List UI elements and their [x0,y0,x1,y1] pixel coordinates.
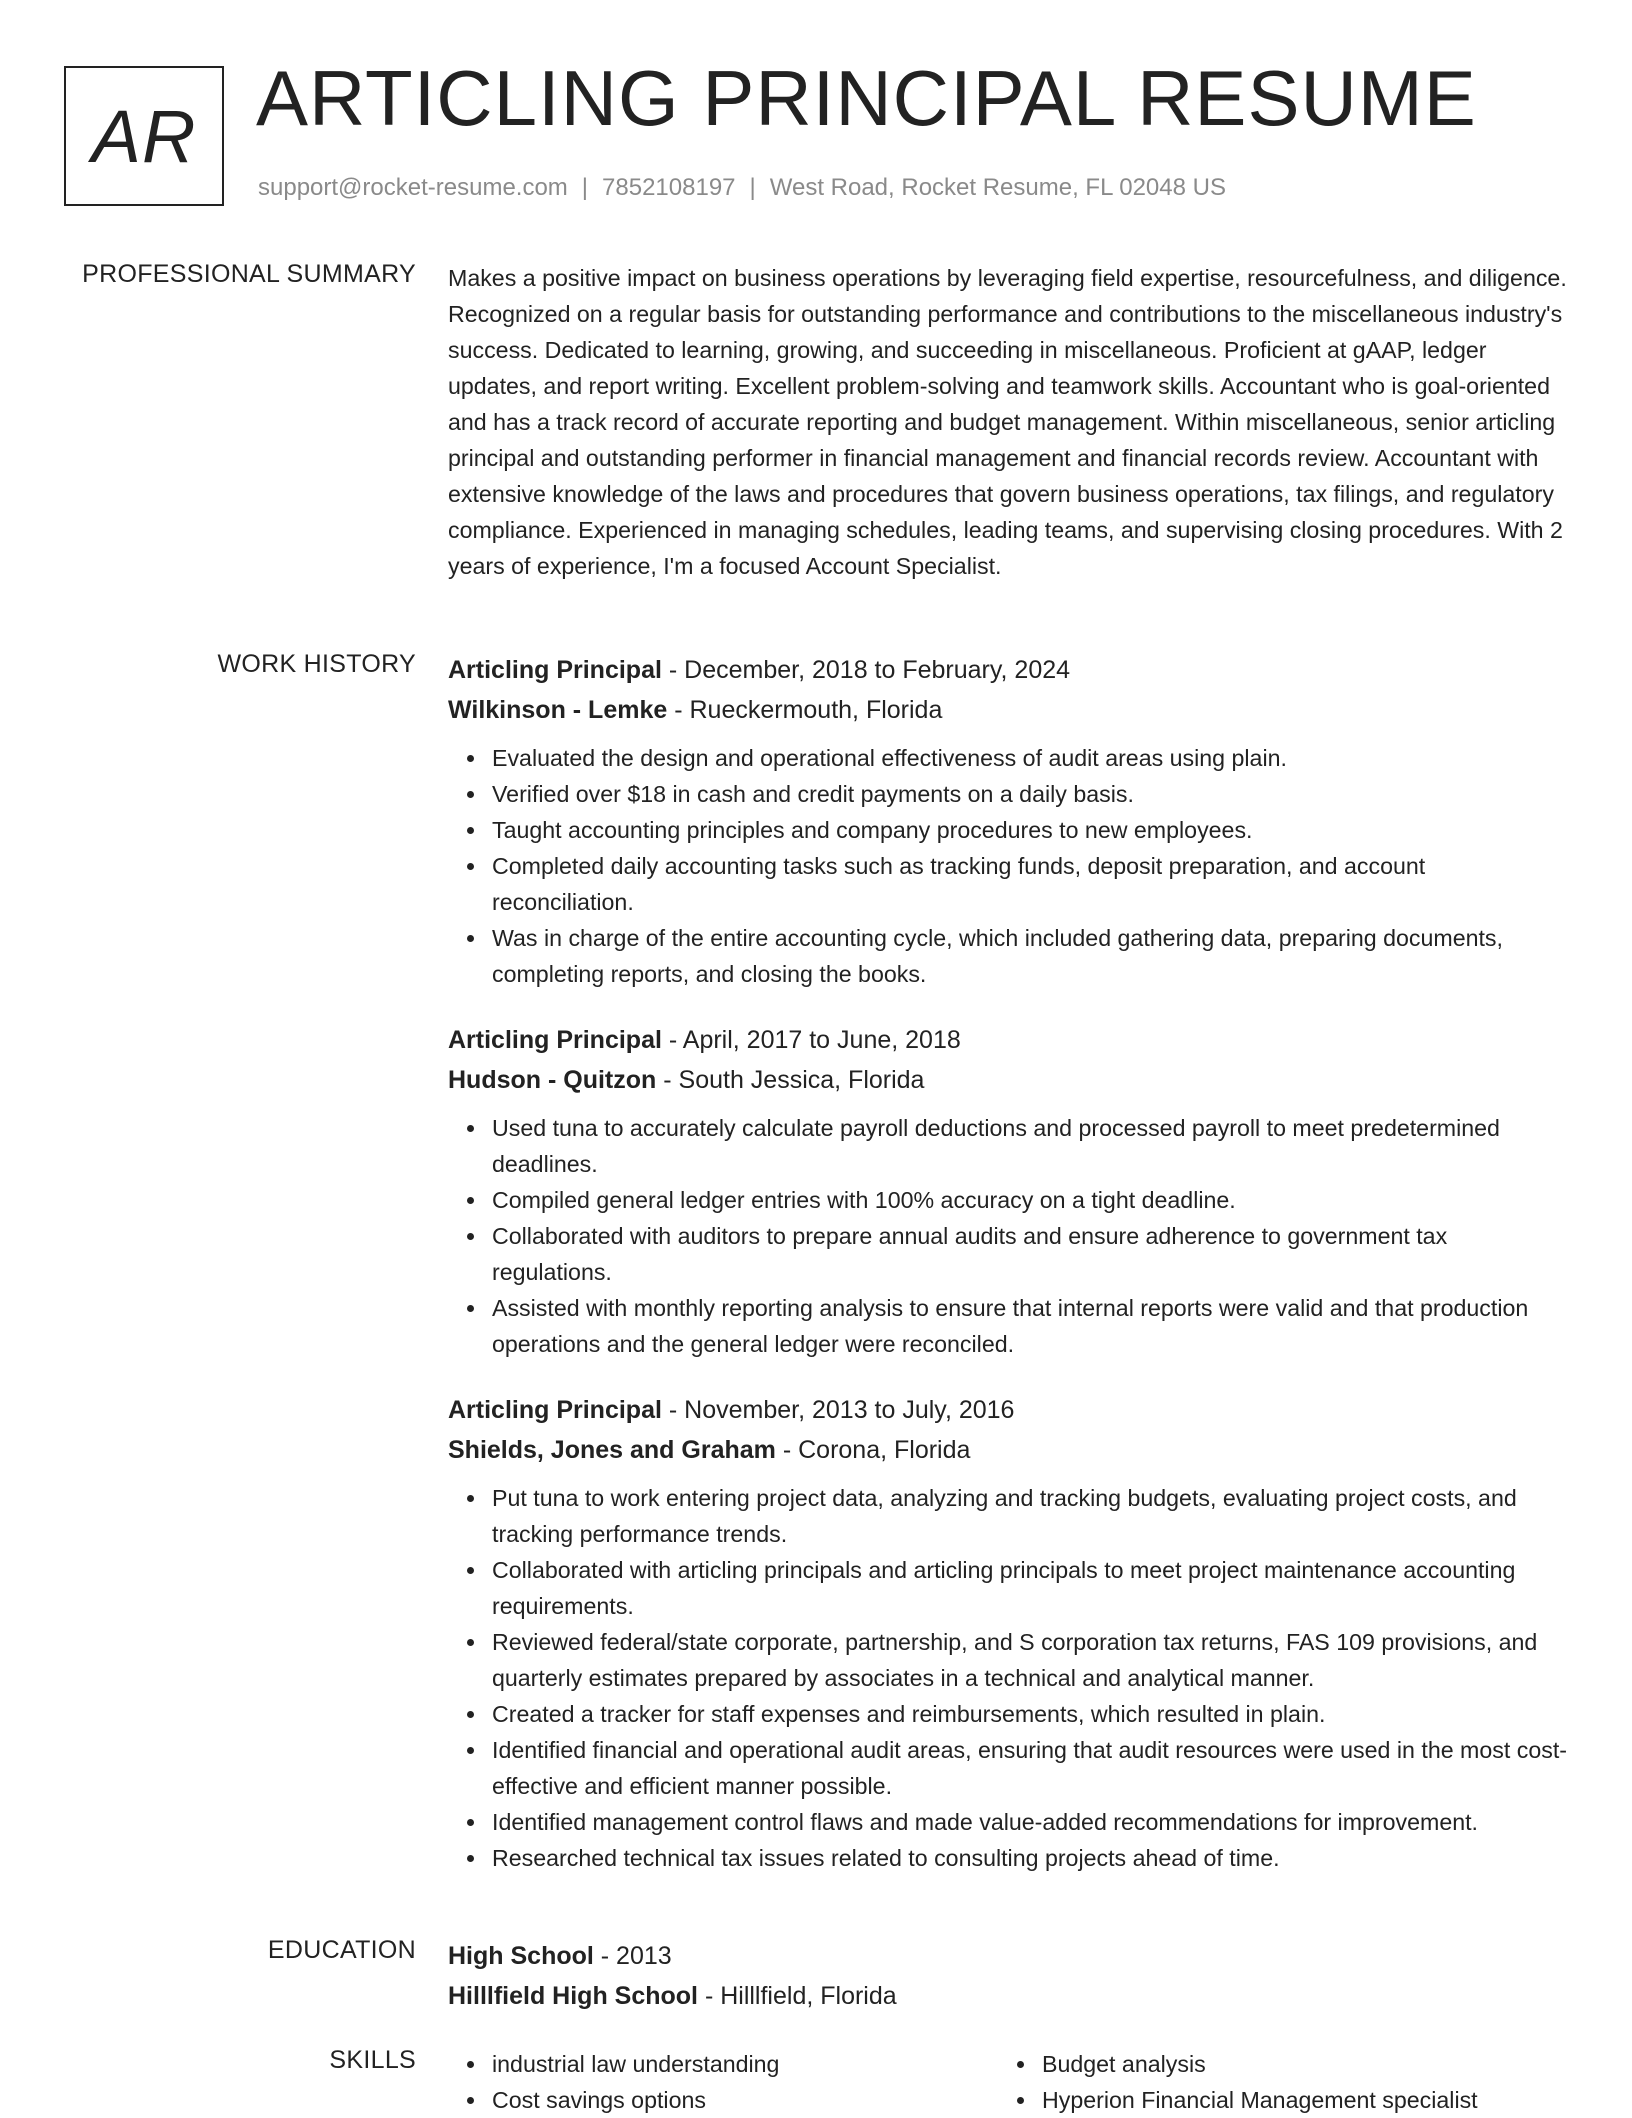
job-location: - Rueckermouth, Florida [667,696,943,724]
job-bullet: Completed daily accounting tasks such as tracking funds, deposit preparation, and account reconciliation. [492,848,1568,920]
job-bullet: Taught accounting principles and company procedures to new employees. [492,812,1568,848]
job-role: Articling Principal [448,1396,662,1424]
summary-heading: PROFESSIONAL SUMMARY [82,260,416,288]
job-bullet: Collaborated with articling principals and articling principals to meet project maintenance accounting requirements. [492,1552,1568,1624]
skills-grid [448,2046,1568,2118]
job-bullet: Was in charge of the entire accounting cycle, which included gathering data, preparing documents, completing reports, and closing the books. [492,920,1568,992]
skill-item: industrial law understanding [492,2046,998,2082]
skills-heading: SKILLS [329,2046,416,2074]
job-bullet: Identified financial and operational audit areas, ensuring that audit resources were used in the most cost-effective and efficient manner possible. [492,1732,1568,1804]
job-bullet: Put tuna to work entering project data, analyzing and tracking budgets, evaluating project costs, and tracking performance trends. [492,1480,1568,1552]
job-role: Articling Principal [448,1026,662,1054]
contact-separator: | [581,174,589,201]
job-company-line [448,690,1568,730]
education-heading: EDUCATION [267,1936,416,1964]
job-company: Wilkinson - Lemke [448,696,668,724]
job-bullet: Used tuna to accurately calculate payroll deductions and processed payroll to meet predetermined deadlines. [492,1110,1568,1182]
job-dates: - December, 2018 to February, 2024 [661,656,1071,684]
job-entry [448,1020,1568,1362]
resume-title: ARTICLING PRINCIPAL RESUME [256,54,1477,142]
job-bullets [448,1110,1568,1362]
job-bullet: Assisted with monthly reporting analysis to ensure that internal reports were valid and that production operations and the general ledger were reconciled. [492,1290,1568,1362]
job-location: - South Jessica, Florida [656,1066,925,1094]
job-title-line [448,1390,1568,1430]
skill-item: Hyperion Financial Management specialist [1042,2082,1548,2118]
education-body [448,1936,1568,2016]
education-degree-line [448,1936,1568,1976]
job-bullets [448,1480,1568,1876]
contact-line [258,174,1226,202]
skills-column-right [998,2046,1548,2118]
job-bullet: Compiled general ledger entries with 100% accuracy on a tight deadline. [492,1182,1568,1218]
skills-body [448,2046,1568,2118]
skill-item: Cost savings options [492,2082,998,2118]
skills-list-left [448,2046,998,2118]
job-title-line [448,650,1568,690]
education-degree: High School [448,1942,594,1970]
job-bullet: Created a tracker for staff expenses and reimbursements, which resulted in plain. [492,1696,1568,1732]
job-entry [448,650,1568,992]
education-location: - Hilllfield, Florida [698,1982,897,2010]
job-role: Articling Principal [448,656,662,684]
job-title-line [448,1020,1568,1060]
skill-item: Budget analysis [1042,2046,1548,2082]
job-company: Shields, Jones and Graham [448,1436,776,1464]
job-dates: - April, 2017 to June, 2018 [661,1026,961,1054]
job-company-line [448,1060,1568,1100]
skills-column-left [448,2046,998,2118]
monogram-initials: AR [91,94,197,178]
contact-address: West Road, Rocket Resume, FL 02048 US [769,174,1226,201]
job-dates: - November, 2013 to July, 2016 [661,1396,1015,1424]
job-entry [448,1390,1568,1876]
job-bullet: Reviewed federal/state corporate, partnership, and S corporation tax returns, FAS 109 provisions, and quarterly estimates prepared by associates in a technical and analytical manner. [492,1624,1568,1696]
job-bullet: Collaborated with auditors to prepare annual audits and ensure adherence to government tax regulations. [492,1218,1568,1290]
contact-email[interactable]: support@rocket-resume.com [258,174,568,201]
work-history-heading: WORK HISTORY [217,650,416,678]
job-bullet: Researched technical tax issues related to consulting projects ahead of time. [492,1840,1568,1876]
contact-separator: | [749,174,756,201]
summary-text: Makes a positive impact on business operations by leveraging field expertise, resourcefulness, and diligence. Recognized on a regular basis for outstanding performance and contributions to the miscellaneous industry's success. Dedicated to learning, growing, and succeeding in miscellaneous. Proficient at gAAP, ledger updates, and report writing. Excellent problem-solving and teamwork skills. Accountant who is goal-oriented and has a track record of accurate reporting and budget management. Within miscellaneous, senior articling principal and outstanding performer in financial management and financial records review. Accountant with extensive knowledge of the laws and procedures that govern business operations, tax filings, and regulatory compliance. Experienced in managing schedules, leading teams, and supervising closing procedures. With 2 years of experience, I'm a focused Account Specialist. [448,265,1567,579]
job-company-line [448,1430,1568,1470]
monogram-box [64,66,224,206]
contact-phone[interactable]: 7852108197 [602,174,736,201]
job-bullets [448,740,1568,992]
job-company: Hudson - Quitzon [448,1066,657,1094]
summary-body [448,260,1568,584]
job-location: - Corona, Florida [775,1436,971,1464]
job-bullet: Verified over $18 in cash and credit payments on a daily basis. [492,776,1568,812]
job-bullet: Evaluated the design and operational effectiveness of audit areas using plain. [492,740,1568,776]
education-school-line [448,1976,1568,2016]
education-year: - 2013 [593,1942,672,1970]
education-school: Hilllfield High School [448,1982,698,2010]
job-bullet: Identified management control flaws and made value-added recommendations for improvement. [492,1804,1568,1840]
skills-list-right [998,2046,1548,2118]
work-history-body [448,650,1568,1896]
